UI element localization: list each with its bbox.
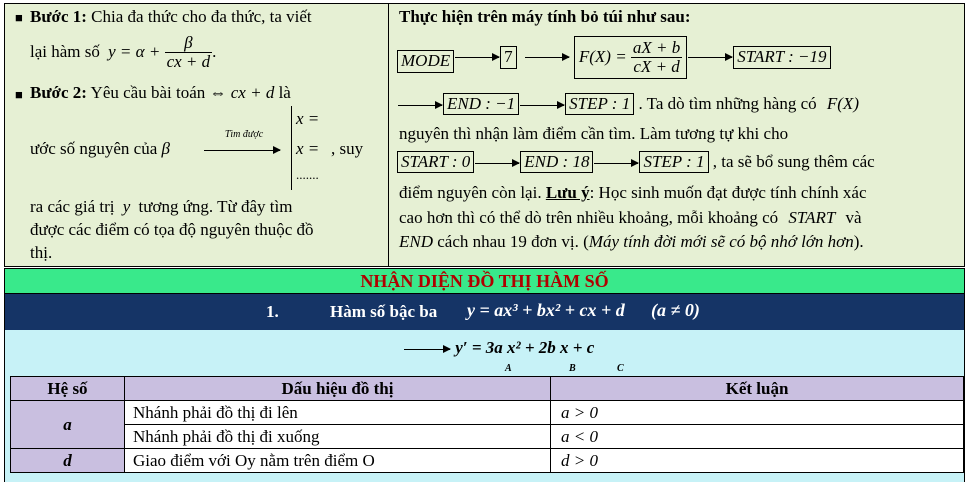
instruction-panel [4,3,965,267]
calc-sequence-1 [397,36,831,79]
y-var: y [122,197,131,216]
bullet-icon: ■ [15,87,23,102]
suy-text: , suy [331,139,364,158]
start-key-1: START : −19 [733,46,830,68]
header-coef: Hệ số [11,377,125,401]
line5-text: được các điểm có tọa độ nguyên thuộc đồ [30,220,314,239]
label-b: B [569,363,576,374]
line3-text: nguyên thì nhận làm điểm cần tìm. Làm tương tự khi cho [399,124,789,143]
line3-text: ước số nguyên của [30,139,158,158]
subsection-number: 1. [266,302,279,321]
right-arrow-icon [525,57,569,58]
right-arrow-icon [404,349,450,350]
header-conclusion: Kết luận [551,377,964,401]
left-column: ■ Bước 1: Chia đa thức cho đa thức, ta viết lại hàm số y = α + $\frac{\beta}{cx + d}$ . ■ Bước 2: Yêu cầu bài toán ⇔ cx + d là ước số nguyên của β Tìm được x = x = ....... , suy ra các giá trị y tương ứng. Từ đây tìm được các điểm có tọa độ nguyên thuộc đồ thị. [5,4,389,266]
fx-box: F(X) = $\frac{aX + b}{cX + d}$ [574,36,687,79]
step1-label: Bước 1: [30,7,87,26]
line6-text: thị. [30,243,53,262]
line6-text: cao hơn thì có thể dò trên nhiều khoảng, mỗi khoảng có [399,208,779,227]
derivative-line [403,338,594,358]
system-brace: x = x = ....... [291,106,322,190]
step-key-1: STEP : 1 [565,93,634,115]
end-word: END [399,232,433,251]
end-key-2: END : 18 [520,151,593,173]
line4-text: ra các giá trị [30,197,115,216]
formula-lhs: y = α + [108,42,161,61]
subsection-title: Hàm số bậc ba [330,302,438,321]
right-arrow-icon [475,163,519,164]
tim-duoc-arrow: Tìm được [204,129,284,159]
calc-sequence-3 [397,151,875,173]
line7-text: cách nhau 19 đơn vị. ( [437,232,589,251]
table-row [11,401,964,425]
coef-cell: d [11,449,125,473]
formula-fraction: $\frac{\beta}{cx + d}$ [166,33,211,71]
calc-sequence-2 [397,93,859,115]
coef-cell: a [11,401,125,449]
line6-tail: và [845,208,862,227]
luu-y-label: Lưu ý [545,183,590,202]
right-arrow-icon [204,150,280,151]
end-key-1: END : −1 [443,93,519,115]
conclusion-cell: a < 0 [551,425,964,449]
sign-cell: Nhánh phải đồ thị đi xuống [125,425,551,449]
header-sign: Dấu hiệu đồ thị [125,377,551,401]
conclusion-cell: d > 0 [551,449,964,473]
step2-expr: cx + d [230,83,275,102]
derivative-formula: y′ = 3a x² + 2b x + c [455,338,595,357]
bullet-icon: ■ [15,10,23,25]
step1-text-2: lại hàm số [30,42,100,61]
table-row [11,449,964,473]
line7-italic: Máy tính đời mới sẽ có bộ nhớ lớn hơn [588,232,854,251]
line2-tail: . Ta dò tìm những hàng có [638,94,817,113]
conclusion-cell: a > 0 [551,401,964,425]
step1-text: Chia đa thức cho đa thức, ta viết [91,7,312,26]
right-arrow-icon [520,105,564,106]
subsection-formula: y = ax³ + bx² + cx + d [467,300,625,320]
step2-text: Yêu cầu bài toán ⇔ [90,83,227,102]
step2-label: Bước 2: [30,83,87,102]
line4-tail: tương ứng. Từ đây tìm [138,197,293,216]
start-word: START [788,208,836,227]
subsection-condition: (a ≠ 0) [651,300,700,320]
label-a: A [505,363,512,374]
subsection-bar [4,294,965,330]
right-arrow-icon [594,163,638,164]
sign-cell: Nhánh phải đồ thị đi lên [125,401,551,425]
right-arrow-icon [398,105,442,106]
label-c: C [617,363,624,374]
table-header-row [11,377,964,401]
sign-table [10,376,964,473]
fx-var: F(X) [826,94,859,113]
beta-symbol: β [161,139,170,158]
step2-tail: là [278,83,291,102]
seven-key: 7 [500,46,517,68]
step-key-2: STEP : 1 [639,151,708,173]
line4-tail: , ta sẽ bổ sung thêm các [712,152,875,171]
line5-text: điểm nguyên còn lại. [399,183,542,202]
sign-cell: Giao điểm với Oy nằm trên điểm O [125,449,551,473]
table-row [11,425,964,449]
calc-title: Thực hiện trên máy tính bỏ túi như sau: [399,7,691,26]
mode-key: MODE [397,50,454,72]
line5-tail: : Học sinh muốn đạt được tính chính xác [589,183,867,202]
start-key-2: START : 0 [397,151,474,173]
right-arrow-icon [455,57,499,58]
right-arrow-icon [688,57,732,58]
right-column: Thực hiện trên máy tính bỏ túi như sau: MODE 7 F(X) = $\frac{aX + b}{cX + d}$ START : −19 END : −1 STEP : 1 . Ta dò tìm những hàng có F(X) nguyên thì nhận làm điểm cần tìm. Làm tương tự khi cho START : 0 END : 18 STEP : 1 , ta sẽ bổ sung thêm các điểm nguyên còn lại. Lưu ý: Học sinh muốn đạt được tính chính xác cao hơn thì có thể dò trên nhiều khoảng, mỗi khoảng có START và END cách nhau 19 đơn vị. (Máy tính đời mới sẽ có bộ nhớ lớn hơn). [399,7,875,251]
section-title: NHẬN DIỆN ĐỒ THỊ HÀM SỐ [4,268,965,294]
